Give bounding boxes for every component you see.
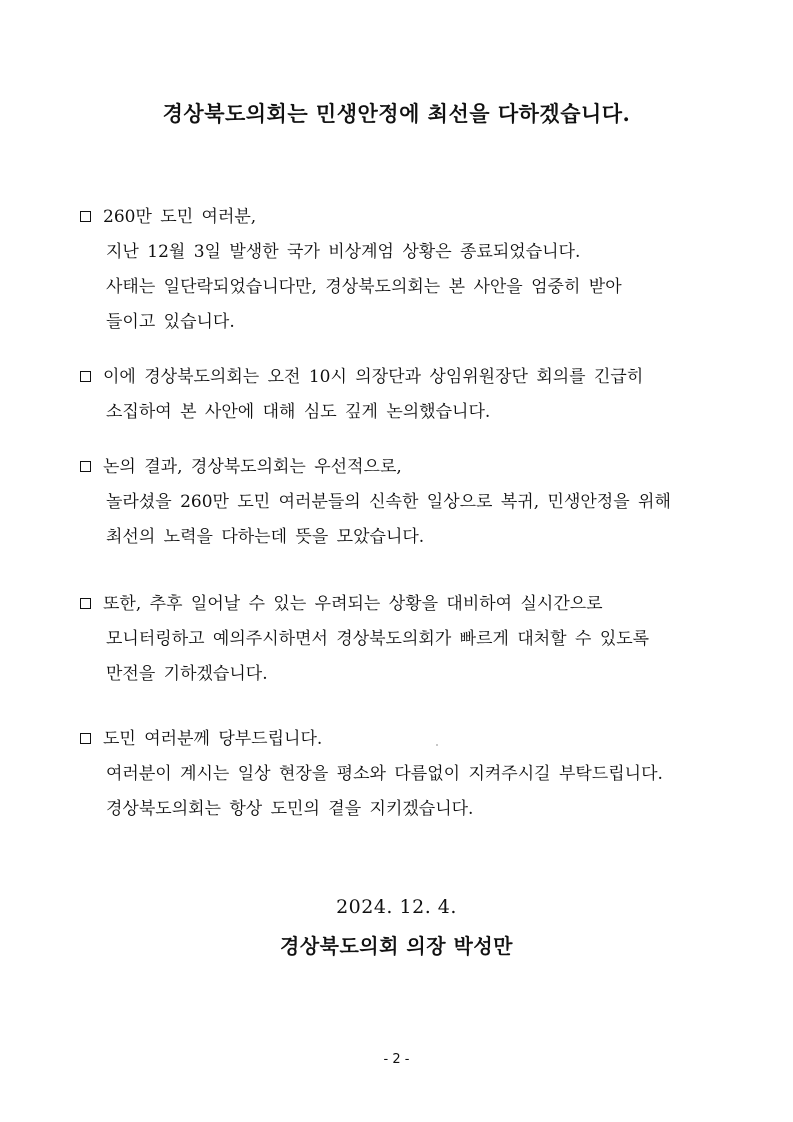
section-3-line-2: 놀라셨을 260만 도민 여러분들의 신속한 일상으로 복귀, 민생안정을 위해 (106, 492, 671, 512)
statement-section-4 (80, 587, 740, 692)
section-2-line-2: 소집하여 본 사안에 대해 심도 깊게 논의했습니다. (106, 402, 491, 422)
statement-section-5 (80, 722, 740, 827)
section-3-line-1-text: 논의 결과, 경상북도의회는 우선적으로, (103, 457, 402, 477)
section-5-line-1 (80, 722, 740, 757)
section-4-line-1-text: 또한, 추후 일어날 수 있는 우려되는 상황을 대비하여 실시간으로 (103, 594, 603, 614)
section-1-line-1-text: 260만 도민 여러분, (103, 207, 257, 227)
section-3-line-1 (80, 450, 740, 485)
page-number: - 2 - (383, 1052, 410, 1067)
statement-section-3 (80, 450, 740, 555)
checkbox-bullet-icon (80, 733, 91, 744)
document-date: 2024. 12. 4. (336, 896, 457, 918)
section-5-line-1-text: 도민 여러분께 당부드립니다. (103, 729, 323, 749)
section-1-line-1 (80, 200, 740, 235)
section-1-line-4: 들이고 있습니다. (106, 312, 235, 332)
document-title: 경상북도의회는 민생안정에 최선을 다하겠습니다. (162, 101, 631, 126)
section-2-line-1-text: 이에 경상북도의회는 오전 10시 의장단과 상임위원장단 회의를 긴급히 (103, 367, 644, 387)
section-1-line-3: 사태는 일단락되었습니다만, 경상북도의회는 본 사안을 엄중히 받아 (106, 277, 622, 297)
section-3-line-3: 최선의 노력을 다하는데 뜻을 모았습니다. (106, 527, 425, 547)
section-4-line-2: 모니터링하고 예의주시하면서 경상북도의회가 빠르게 대처할 수 있도록 (106, 629, 650, 649)
checkbox-bullet-icon (80, 461, 91, 472)
scan-speck (436, 744, 438, 746)
section-4-line-3: 만전을 기하겠습니다. (106, 664, 268, 684)
section-5-line-2: 여러분이 계시는 일상 현장을 평소와 다름없이 지켜주시길 부탁드립니다. (106, 764, 663, 784)
section-2-line-1 (80, 360, 740, 395)
section-4-line-1 (80, 587, 740, 622)
section-5-line-3: 경상북도의회는 항상 도민의 곁을 지키겠습니다. (106, 799, 474, 819)
statement-section-1 (80, 200, 740, 340)
statement-section-2 (80, 360, 740, 430)
checkbox-bullet-icon (80, 211, 91, 222)
checkbox-bullet-icon (80, 598, 91, 609)
checkbox-bullet-icon (80, 371, 91, 382)
document-signer: 경상북도의회 의장 박성만 (280, 934, 513, 958)
section-1-line-2: 지난 12월 3일 발생한 국가 비상계엄 상황은 종료되었습니다. (106, 242, 581, 262)
